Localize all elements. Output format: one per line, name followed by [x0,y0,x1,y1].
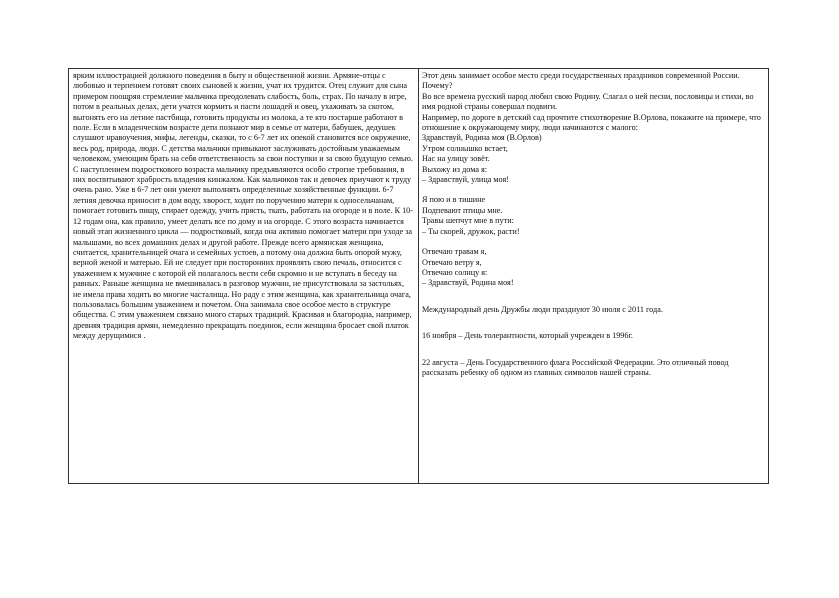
friendship-day-note: Международный день Дружбы люди празднуют 30 июля с 2011 года. [422,304,663,314]
flag-day-note: 22 августа – День Государственного флага Российской Федерации. Это отличный повод рассказать ребенку об одном из главных символов нашей страны. [422,357,729,377]
intro-line: Во все времена русский народ любил свою Родину. Слагал о ней песни, пословицы и стихи, во имя родной страны совершал подвиги. [422,91,754,112]
poem-line: Отвечаю ветру я, [422,257,482,267]
poem-line: – Здравствуй, Родина моя! [422,278,514,288]
poem-line: Я пою и в тишине [422,195,486,205]
poem-line: Выхожу из дома я: [422,164,488,174]
poem-line: Отвечаю травам я, [422,247,487,257]
poem-line: Травы шепчут мне в пути: [422,216,514,226]
poem-line: – Здравствуй, улица моя! [422,175,509,185]
armenian-upbringing-text: ярким иллюстрацией должного поведения в быту и общественной жизни. Армяне-отцы с любовью и терпением готовят своих сыновей к жизни, учат их трудится. Отец служит для сына примером поощряя стремление мальчика преодолевать слабость, боль, страх. По началу в игре, потом в реальных делах, дети учатся кормить и пасти лошадей и овец, ухаживать за скотом, выгонять его на летние пастбища, готовить продукты из молока, а те кто постарше работают в поле. Если в младенческом возрасте дети познают мир в семье от матери, бабушек, дедушек слушают нравоучения, мифы, легенды, сказки, то с 6-7 лет их опекой становится все окружение, весь род, природа, люди. С детства мальчики привыкают заслуживать достойным уважаемым человеком, умеющим брать на себя ответственность за свои поступки и за свою будущую семью. С наступлением подросткового возраста мальчику предъявляются особо строгие требования, в них воспитывают храбрость владения кинжалом. Как мальчиков так и девочек приучают к труду очень рано. Уже в 6-7 лет они умеют выполнять определенные хозяйственные функции. 6-7 летняя девочка приносит в дом воду, хворост, ходит по поручению матери к односельчанам, помогает готовить пищу, стирает одежду, учить прясть, ткать, работать на огороде и в поле. К 10-12 годам она, как правило, умеет делать все по дому и на огороде. С этого возраста начинается новый этап жизненного цикла — подростковый, когда она активно помогает матери при уходе за малышами, во всех домашних делах и другой работе. Прежде всего армянская женщина, считается, хранительницей очага и семейных устоев, а потому она должна быть опорой мужу, верной женой и матерью. Ей не следует при посторонних проявлять свою печаль, относится с уважением к мужчине с которой ей полагалось вести себя скромно и не вступать в беседу на равных. Раньше женщина не вмешивалась в разговор мужчин, не присутствовала за застольях, не имела права ходить во многие часталища. Но раду с этим женщина, как хранительница очага, пользовалась большим уважением и почетом. Она занимала свое особое место в структуре общества. С этим уважением связано много старых традиций. Красивая и благородна, например, древняя традиция армян, немедленно прекращать поединок, если женщина бросает свой платок между дерущимися . [73,71,413,341]
intro-line: Например, по дороге в детский сад прочтите стихотворение В.Орлова, покажите на примере, что отношение к окружающему миру, люди начинаются с малого: [422,112,761,133]
left-text-cell [69,69,419,483]
poem-line: Нас на улицу зовёт. [422,154,490,164]
poem-line: – Ты скорей, дружок, расти! [422,226,520,236]
two-column-table [68,68,769,484]
poem-title: Здравствуй, Родина моя (В.Орлов) [422,133,542,143]
poem-line: Подпевают птицы мне. [422,205,503,215]
right-text-cell [419,69,768,483]
poem-line: Утром солнышко встает, [422,143,508,153]
tolerance-day-note: 16 ноября – День толерантности, который учрежден в 1996г. [422,331,633,341]
poem-line: Отвечаю солнцу я: [422,267,488,277]
intro-line: Этот день занимает особое место среди государственных праздников современной России. Почему? [422,71,740,91]
